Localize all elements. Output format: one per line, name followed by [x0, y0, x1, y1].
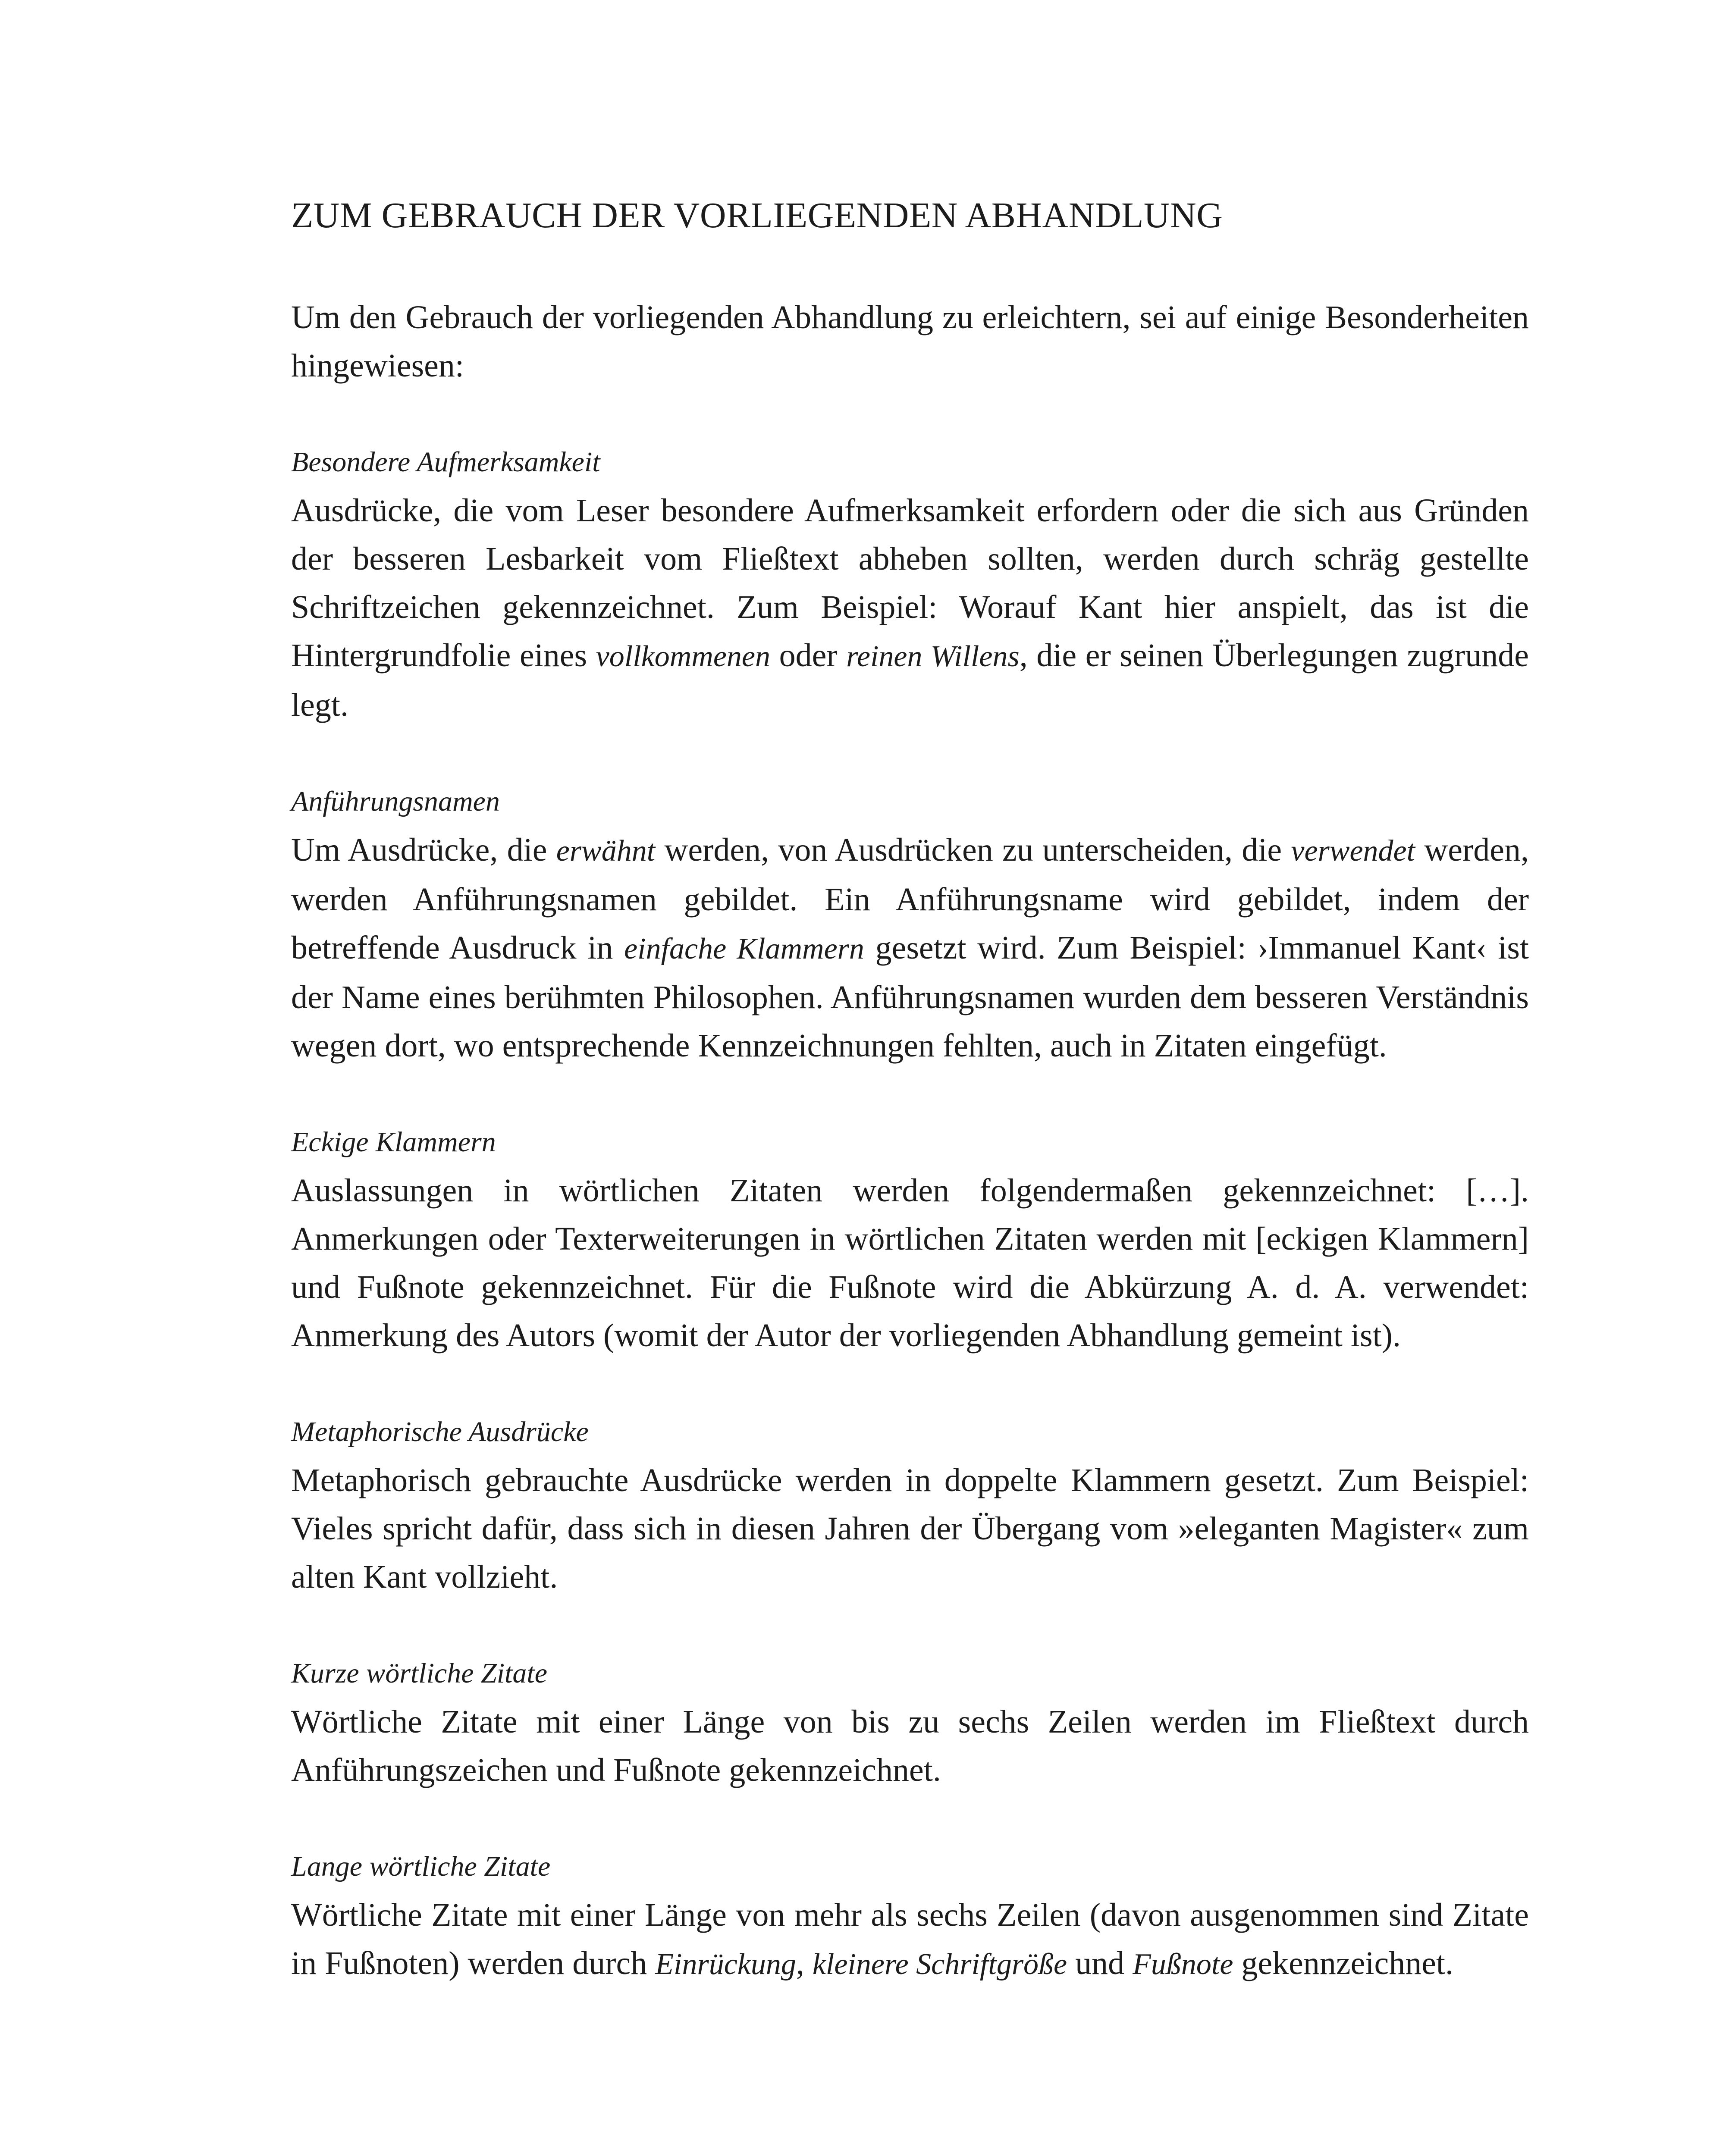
section-heading: Kurze wörtliche Zitate [291, 1658, 547, 1689]
section [291, 1408, 1529, 1601]
body-text: Um Ausdrücke, die [291, 832, 556, 868]
section-heading: Eckige Klammern [291, 1126, 496, 1158]
body-text: gekennzeichnet. [1233, 1945, 1454, 1981]
body-text: und [1067, 1945, 1133, 1981]
body-text: Metaphorisch gebrauchte Ausdrücke werden in doppelte Klammern gesetzt. Zum Beispiel: Vieles spricht dafür, dass sich in diesen Jahren der Übergang vom »eleganten Magister« zum alten Kant vollzieht. [291, 1462, 1529, 1595]
body-text: Wörtliche Zitate mit einer Länge von mehr als sechs Zeilen (davon ausgenommen sind Zitate in Fußnoten) werden durch [291, 1897, 1529, 1981]
document-title: ZUM GEBRAUCH DER VORLIEGENDEN ABHANDLUNG [291, 195, 1223, 235]
italic-emphasis: erwähnt [556, 834, 656, 868]
italic-emphasis: kleinere Schriftgröße [812, 1948, 1067, 1981]
body-text: werden, werden Anführungsnamen gebildet. Ein Anführungsname wird gebildet, indem der betreffende Ausdruck in [291, 832, 1529, 966]
section [291, 777, 1529, 1070]
section-paragraph [291, 486, 1529, 729]
italic-emphasis: Fußnote [1133, 1948, 1233, 1981]
section-heading: Besondere Aufmerksamkeit [291, 446, 600, 478]
italic-emphasis: Einrückung [655, 1948, 796, 1981]
section-paragraph [291, 1891, 1529, 1989]
section [291, 1843, 1529, 1989]
italic-emphasis: reinen Willens [846, 640, 1020, 673]
body-text: Wörtliche Zitate mit einer Länge von bis zu sechs Zeilen werden im Fließtext durch Anführungszeichen und Fußnote gekennzeichnet. [291, 1704, 1529, 1788]
section-paragraph [291, 1698, 1529, 1794]
intro-paragraph [291, 293, 1529, 390]
sections-container [291, 438, 1529, 1989]
section-heading: Anführungsnamen [291, 786, 500, 817]
document-page [291, 190, 1529, 1989]
section-paragraph [291, 1456, 1529, 1601]
section [291, 438, 1529, 729]
section-paragraph [291, 1166, 1529, 1360]
body-text: werden, von Ausdrücken zu unterscheiden, die [655, 832, 1291, 868]
body-text: oder [770, 637, 847, 674]
body-text: Auslassungen in wörtlichen Zitaten werden folgendermaßen gekennzeichnet: […]. Anmerkungen oder Texterweiterungen in wörtlichen Zitaten werden mit [eckigen Klammern] und Fußnote gekennzeichnet. Für die Fußnote wird die Abkürzung A. d. A. verwendet: Anmerkung des Autors (womit der Autor der vorliegenden Abhandlung gemeint ist). [291, 1172, 1529, 1354]
section-paragraph [291, 826, 1529, 1070]
italic-emphasis: einfache Klammern [624, 932, 864, 965]
body-text: Um den Gebrauch der vorliegenden Abhandlung zu erleichtern, sei auf einige Besonderheiten hingewiesen: [291, 299, 1529, 384]
section [291, 1649, 1529, 1794]
italic-emphasis: vollkommenen [596, 640, 770, 673]
body-text: , [796, 1945, 813, 1981]
body-text: Ausdrücke, die vom Leser besondere Aufmerksamkeit erfordern oder die sich aus Gründen der besseren Lesbarkeit vom Fließtext abheben sollten, werden durch schräg gestellte Schriftzeichen gekennzeichnet. Zum Beispiel: Worauf Kant hier anspielt, das ist die Hintergrundfolie eines [291, 492, 1529, 674]
italic-emphasis: verwendet [1291, 834, 1415, 868]
section-heading: Metaphorische Ausdrücke [291, 1416, 589, 1448]
section-heading: Lange wörtliche Zitate [291, 1851, 551, 1882]
body-text: gesetzt wird. Zum Beispiel: ›Immanuel Kant‹ ist der Name eines berühmten Philosophen. Anführungsnamen wurden dem besseren Verständnis wegen dort, wo entsprechende Kennzeichnungen fehlten, auch in Zitaten eingefügt. [291, 930, 1529, 1064]
section [291, 1118, 1529, 1360]
body-text: , die er seinen Überlegungen zugrunde legt. [291, 637, 1529, 723]
